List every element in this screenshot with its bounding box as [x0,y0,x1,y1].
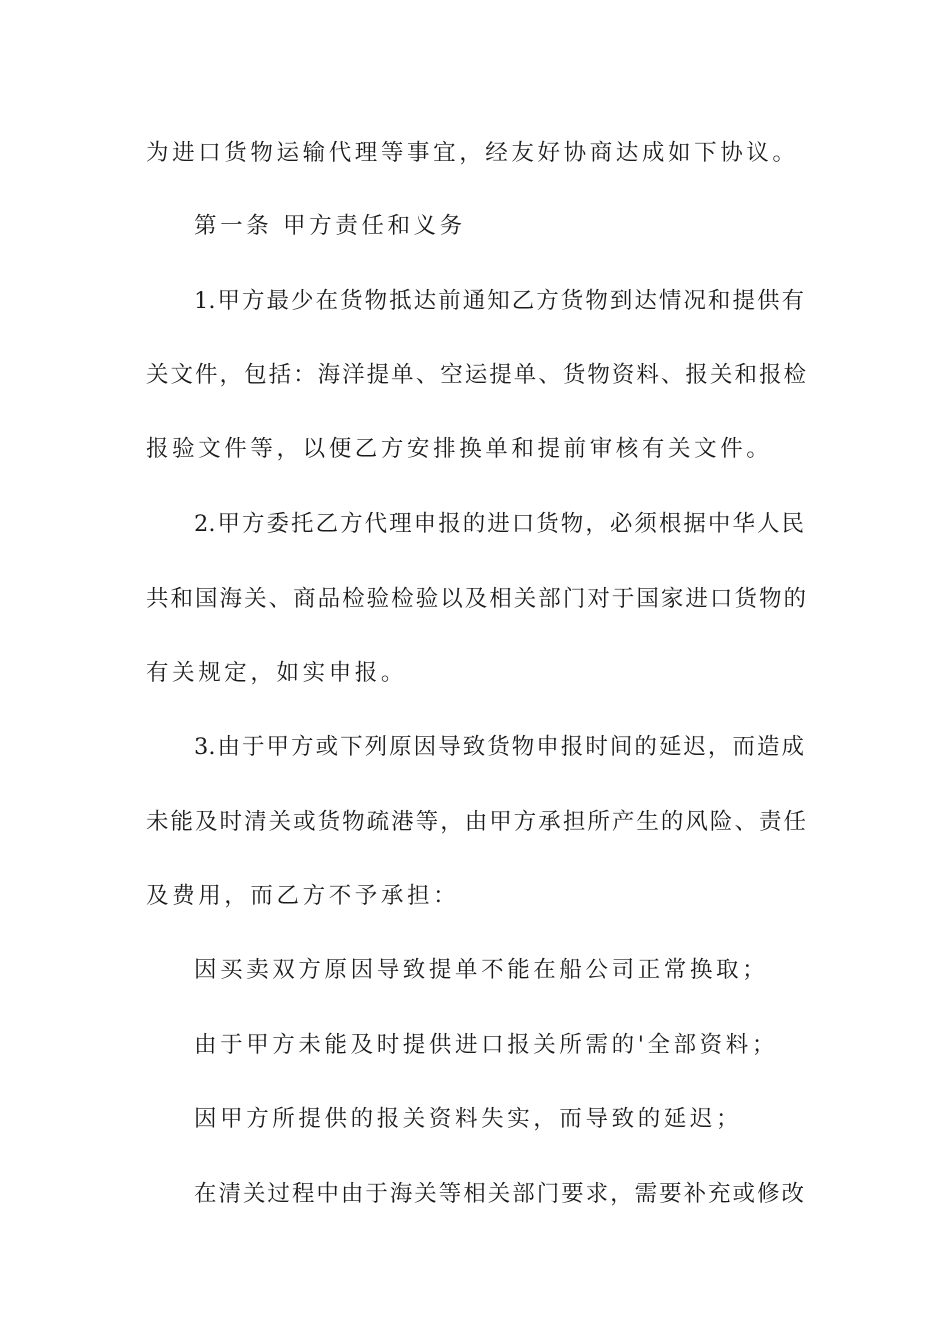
clause-1-line-2: 关文件，包括：海洋提单、空运提单、货物资料、报关和报检 [146,362,806,388]
clause-2-line-1: 2.甲方委托乙方代理申报的进口货物，必须根据中华人民 [194,511,804,537]
clause-1-line-3: 报验文件等，以便乙方安排换单和提前审核有关文件。 [146,436,773,462]
clause-3-line-3: 及费用，而乙方不予承担： [146,883,460,909]
clause-2-line-3: 有关规定，如实申报。 [146,660,408,686]
clause-3-item-3: 因甲方所提供的报关资料失实，而导致的延迟； [194,1106,743,1132]
clause-1-line-1: 1.甲方最少在货物抵达前通知乙方货物到达情况和提供有 [194,288,804,314]
clause-3-item-4: 在清关过程中由于海关等相关部门要求，需要补充或修改 [194,1181,804,1207]
clause-3-line-1: 3.由于甲方或下列原因导致货物申报时间的延迟，而造成 [194,734,804,760]
section-heading: 第一条 甲方责任和义务 [194,213,466,239]
clause-2-line-2: 共和国海关、商品检验检验以及相关部门对于国家进口货物的 [146,586,806,612]
clause-3-item-2: 由于甲方未能及时提供进口报关所需的'全部资料； [194,1032,778,1058]
text-line-intro: 为进口货物运输代理等事宜，经友好协商达成如下协议。 [146,140,799,166]
clause-3-line-2: 未能及时清关或货物疏港等，由甲方承担所产生的风险、责任 [146,809,806,835]
clause-3-item-1: 因买卖双方原因导致提单不能在船公司正常换取； [194,957,769,983]
